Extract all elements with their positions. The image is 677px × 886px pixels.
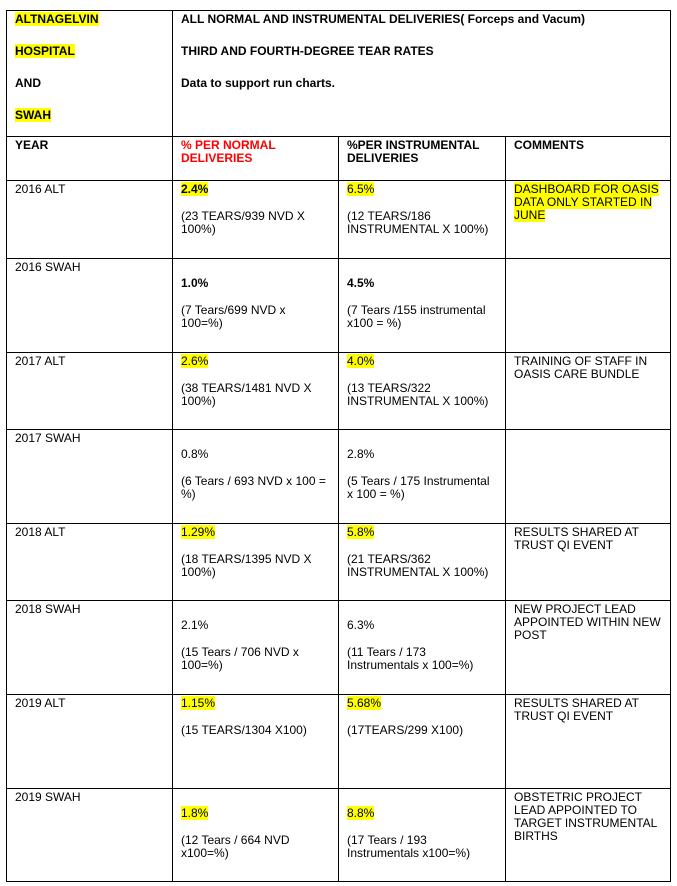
table-row [7,259,671,353]
document-subtitle: THIRD AND FOURTH-DEGREE TEAR RATES [181,44,434,58]
instrumental-calculation: (12 TEARS/186 INSTRUMENTAL X 100%) [347,209,489,236]
table-row [7,789,671,882]
year-cell: 2016 SWAH [7,259,173,353]
instrumental-calculation: (17 Tears / 193 Instrumentals x100=%) [347,833,471,860]
instrumental-cell [339,695,506,789]
instrumental-cell [339,181,506,259]
comment-cell: RESULTS SHARED AT TRUST QI EVENT [506,524,671,601]
table-row [7,524,671,601]
year-cell: 2016 ALT [7,181,173,259]
normal-calculation: (7 Tears/699 NVD x 100=%) [181,303,286,330]
col-header-year: YEAR [7,137,173,181]
org-line: SWAH [15,108,51,122]
title-cell [173,11,671,137]
instrumental-cell [339,601,506,695]
normal-rate: 2.1% [181,618,209,632]
col-header-comments: COMMENTS [506,137,671,181]
normal-cell [173,181,339,259]
instrumental-calculation: (5 Tears / 175 Instrumental x 100 = %) [347,474,490,501]
normal-rate: 1.8% [181,806,209,820]
instrumental-rate: 5.68% [347,696,382,710]
year-cell: 2018 ALT [7,524,173,601]
normal-calculation: (15 TEARS/1304 X100) [181,723,307,737]
year-cell: 2018 SWAH [7,601,173,695]
comment-cell: TRAINING OF STAFF IN OASIS CARE BUNDLE [506,353,671,430]
year-cell: 2017 ALT [7,353,173,430]
col-header-normal: % PER NORMAL DELIVERIES [173,137,339,181]
year-cell: 2017 SWAH [7,430,173,524]
table-row [7,430,671,524]
comment-cell: OBSTETRIC PROJECT LEAD APPOINTED TO TARGET INSTRUMENTAL BIRTHS [506,789,671,882]
comment-cell [506,430,671,524]
header-row [7,11,671,137]
column-header-row [7,137,671,181]
instrumental-cell [339,524,506,601]
normal-cell [173,353,339,430]
org-line: AND [15,76,41,90]
normal-rate: 1.0% [181,276,209,290]
normal-calculation: (38 TEARS/1481 NVD X 100%) [181,381,312,408]
document-description: Data to support run charts. [181,76,336,90]
instrumental-rate: 4.5% [347,276,375,290]
normal-calculation: (18 TEARS/1395 NVD X 100%) [181,552,312,579]
year-cell: 2019 ALT [7,695,173,789]
instrumental-rate: 6.3% [347,618,375,632]
normal-cell [173,601,339,695]
document-title: ALL NORMAL AND INSTRUMENTAL DELIVERIES( Forceps and Vacum) [181,12,586,26]
normal-cell [173,789,339,882]
normal-cell [173,430,339,524]
instrumental-calculation: (21 TEARS/362 INSTRUMENTAL X 100%) [347,552,489,579]
normal-cell [173,259,339,353]
instrumental-cell [339,789,506,882]
normal-rate: 0.8% [181,447,209,461]
comment-cell: RESULTS SHARED AT TRUST QI EVENT [506,695,671,789]
comment-cell [506,259,671,353]
comment-text: DASHBOARD FOR OASIS DATA ONLY STARTED IN JUNE [514,182,659,222]
instrumental-rate: 6.5% [347,182,375,196]
normal-rate: 1.29% [181,525,216,539]
normal-calculation: (15 Tears / 706 NVD x 100=%) [181,645,299,672]
instrumental-calculation: (11 Tears / 173 Instrumentals x 100=%) [347,645,474,672]
instrumental-calculation: (7 Tears /155 instrumental x100 = %) [347,303,486,330]
normal-rate: 2.6% [181,354,209,368]
instrumental-calculation: (17TEARS/299 X100) [347,723,464,737]
col-header-instrumental: %PER INSTRUMENTAL DELIVERIES [339,137,506,181]
normal-rate: 2.4% [181,182,209,196]
normal-cell [173,695,339,789]
org-line: HOSPITAL [15,44,75,58]
instrumental-rate: 8.8% [347,806,375,820]
year-cell: 2019 SWAH [7,789,173,882]
normal-cell [173,524,339,601]
normal-calculation: (23 TEARS/939 NVD X 100%) [181,209,305,236]
tear-rates-table [6,10,671,882]
instrumental-rate: 4.0% [347,354,375,368]
instrumental-cell [339,353,506,430]
instrumental-cell [339,430,506,524]
normal-calculation: (12 Tears / 664 NVD x100=%) [181,833,290,860]
instrumental-rate: 2.8% [347,447,375,461]
normal-calculation: (6 Tears / 693 NVD x 100 = %) [181,474,326,501]
instrumental-cell [339,259,506,353]
org-line: ALTNAGELVIN [15,12,99,26]
normal-rate: 1.15% [181,696,216,710]
comment-cell: NEW PROJECT LEAD APPOINTED WITHIN NEW POST [506,601,671,695]
comment-cell [506,181,671,259]
instrumental-rate: 5.8% [347,525,375,539]
table-row [7,181,671,259]
table-row [7,601,671,695]
instrumental-calculation: (13 TEARS/322 INSTRUMENTAL X 100%) [347,381,489,408]
table-row [7,353,671,430]
org-cell [7,11,173,137]
table-row [7,695,671,789]
